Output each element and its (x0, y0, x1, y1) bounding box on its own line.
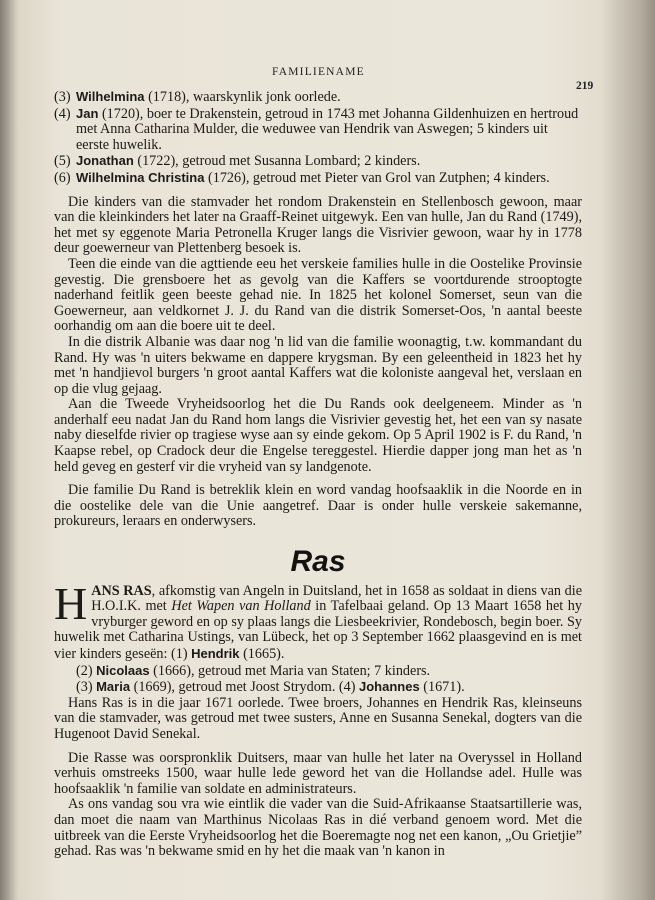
paragraph: Die Rasse was oorspronklik Duitsers, maar van hulle het later na Overyssel in Holland verhuis omstreeks 1500, waar hulle lede geword het van die Hollandse adel. Hulle was hoofsaaklik 'n familie van soldate en administrateurs. (54, 749, 582, 797)
section-title: Ras (290, 545, 346, 579)
intro-paragraph: HANS RAS, afkomstig van Angeln in Duitsland, het in 1658 as soldaat in diens van die H.O.I.K. met Het Wapen van Holland in Tafelbaai geland. Op 13 Maart 1658 het hy vryburger geword en op sy plaas langs die Liesbeekrivier, Rondebosch, begin boer. Sy huwelik met Catharina Ustings, van Lübeck, het op 3 September 1662 plaasgevind en is met vier kinders geseën: (1) Hendrik (1665). (54, 577, 583, 662)
list-item: (3) Maria (1669), getroud met Joost Strydom. (4) Johannes (1671). (76, 679, 465, 696)
paragraph: In die distrik Albanie was daar nog 'n lid van die familie woonagtig, t.w. kommandant du Rand. Hy was 'n uiters bekwame en dappere krygsman. By een geleentheid in 1823 het hy met 'n handjievol burgers 'n groot aantal Kaffers wat die koloniste aangeval het, verslaan en op die vlug gejaag. (54, 333, 582, 397)
list-item: (5) Jonathan (1722), getroud met Susanna Lombard; 2 kinders. (54, 153, 421, 170)
list-item: (3) Wilhelmina (1718), waarskynlik jonk oorlede. (54, 89, 341, 105)
paragraph: Aan die Tweede Vryheidsoorlog het die Du Rands ook deelgeneem. Minder as 'n anderhalf eeu nadat Jan du Rand hom langs die Visrivier gevestig het, het een van sy nasate naby dieselfde rivier op tragiese wyse aan sy einde gekom. Op 5 April 1902 is F. du Rand, 'n Kaapse rebel, op Cradock deur die Engelse tereggestel. Hierdie dapper jong man het as 'n held geveg en gesterf vir die vryheid van sy landgenote. (54, 396, 582, 475)
list-item: (2) Nicolaas (1666), getroud met Maria van Staten; 7 kinders. (76, 662, 431, 679)
list-item: (4) Jan (1720), boer te Drakenstein, getroud in 1743 met Johanna Gildenhuizen en hertroud met Anna Catharina Mulder, die weduwee van Hendrik van Aswegen; 5 kinders uit eerste huwelik. (54, 105, 579, 153)
drop-cap: H (54, 577, 88, 629)
paragraph: As ons vandag sou vra wie eintlik die vader van die Suid-Afrikaanse Staatsartillerie was, dan moet die naam van Marthinus Nicolaas Ras in dié verband genoem word. Met die uitbreek van die Eerste Vryheidsoorlog het die Boeremagte nog net een kanon, „Ou Grietjie” gehad. Ras was 'n bekwame smid en hy het die maak van 'n kanon in (54, 796, 582, 860)
list-item: (6) Wilhelmina Christina (1726), getroud met Pieter van Grol van Zutphen; 4 kinders. (54, 169, 550, 186)
paragraph: Die familie Du Rand is betreklik klein en word vandag hoofsaaklik in die Noorde en in die oostelike dele van die Unie aangetref. Daar is onder hulle verskeie sakemanne, prokureurs, leraars en onderwysers. (54, 482, 582, 530)
page-body (54, 62, 582, 860)
paragraph: Hans Ras is in die jaar 1671 oorlede. Twee broers, Johannes en Hendrik Ras, kleinseuns van die stamvader, was getroud met twee susters, Anne en Susanna Senekal, dogters van die Hugenoot David Senekal. (54, 694, 582, 742)
running-header: FAMILIENAME (272, 66, 365, 78)
paragraph: Teen die einde van die agttiende eeu het verskeie families hulle in die Oostelike Provinsie gevestig. Die grensboere het as gevolg van die Kaffers se voortdurende strooptogte naderhand feitlik geen beeste gehad nie. In 1825 het kolonel Somerset, seun van die Goewerneur, aan veldkornet J. J. du Rand van die distrik Somerset-Oos, 'n aantal beeste oorhandig om aan die boere uit te deel. (54, 255, 582, 335)
page-number: 219 (576, 80, 594, 92)
paragraph: Die kinders van die stamvader het rondom Drakenstein en Stellenbosch gewoon, maar van die kleinkinders het later na Graaff-Reinet uitgewyk. Een van hulle, Jan du Rand (1749), het met sy eggenote Maria Petronella Kruger langs die Visrivier gewoon, waar hy in 1778 deur goewerneur van Plettenberg besoek is. (54, 193, 582, 257)
